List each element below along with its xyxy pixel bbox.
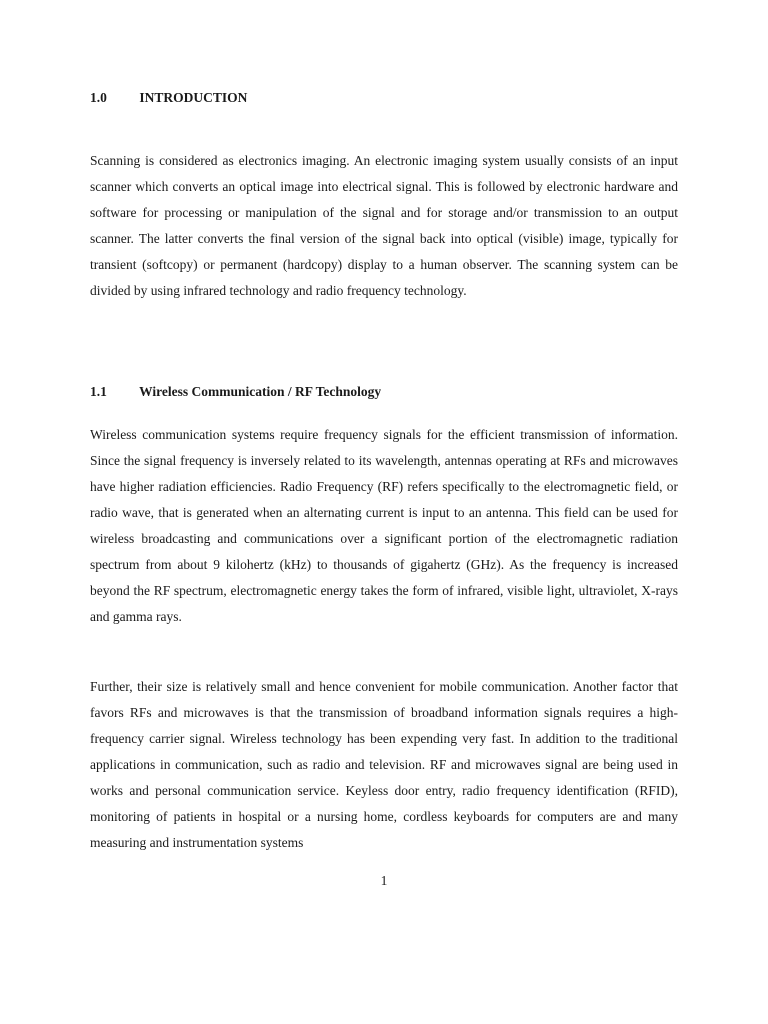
section-heading-wireless	[90, 384, 381, 400]
intro-paragraph: Scanning is considered as electronics imaging. An electronic imaging system usually consists of an input scanner which converts an optical image into electrical signal. This is followed by electronic hardware and software for processing or manipulation of the signal and for storage and/or transmission to an output scanner. The latter converts the final version of the signal back into optical (visible) image, typically for transient (softcopy) or permanent (hardcopy) display to a human observer. The scanning system can be divided by using infrared technology and radio frequency technology.	[90, 153, 678, 298]
section-number: 1.1	[90, 384, 107, 399]
wireless-paragraph-2: Further, their size is relatively small and hence convenient for mobile communication. Another factor that favors RFs and microwaves is that the transmission of broadband information signals requires a high-frequency carrier signal. Wireless technology has been expending very fast. In addition to the traditional applications in communication, such as radio and television. RF and microwaves signal are being used in works and personal communication service. Keyless door entry, radio frequency identification (RFID), monitoring of patients in hospital or a nursing home, cordless keyboards for computers are and many measuring and instrumentation systems	[90, 679, 678, 850]
page-number: 1	[380, 873, 388, 888]
section-title: INTRODUCTION	[139, 90, 248, 105]
section-title: Wireless Communication / RF Technology	[139, 384, 382, 399]
wireless-paragraph-1: Wireless communication systems require frequency signals for the efficient transmission of information. Since the signal frequency is inversely related to its wavelength, antennas operating at RFs and microwaves have higher radiation efficiencies. Radio Frequency (RF) refers specifically to the electromagnetic field, or radio wave, that is generated when an alternating current is input to an antenna. This field can be used for wireless broadcasting and communications over a significant portion of the electromagnetic radiation spectrum from about 9 kilohertz (kHz) to thousands of gigahertz (GHz). As the frequency is increased beyond the RF spectrum, electromagnetic energy takes the form of infrared, visible light, ultraviolet, X-rays and gamma rays.	[90, 427, 678, 624]
section-heading-introduction	[90, 90, 247, 106]
section-number: 1.0	[90, 90, 107, 105]
